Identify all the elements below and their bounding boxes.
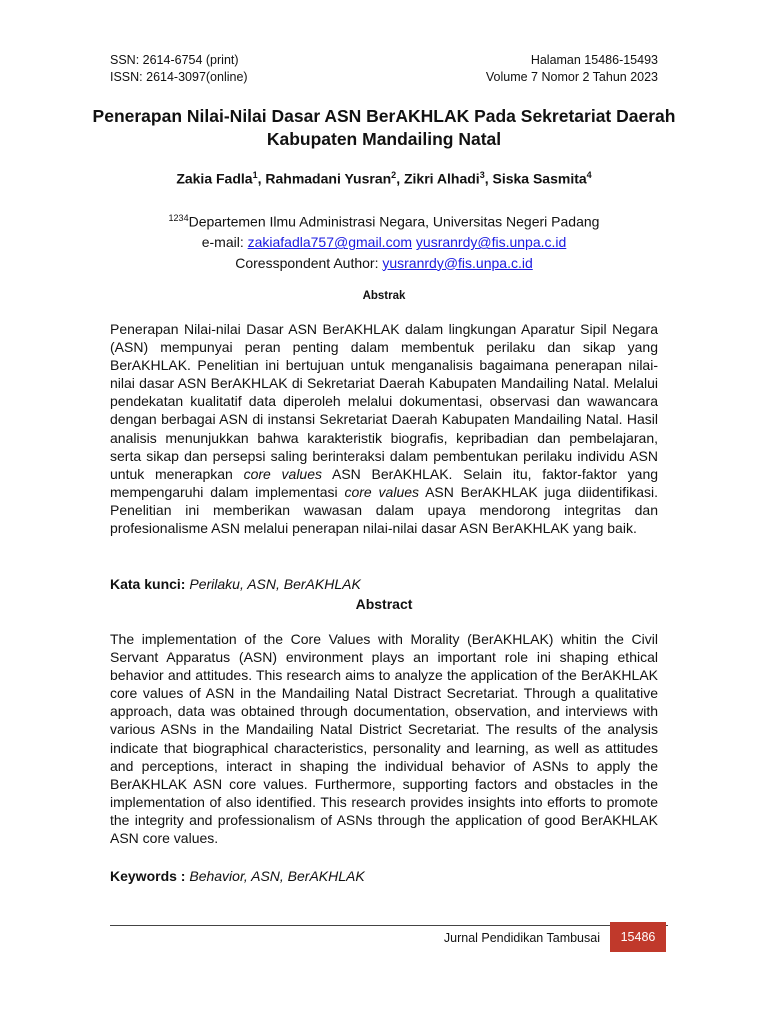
email-line — [80, 232, 688, 253]
corresponding-label: Coresspondent Author: — [235, 254, 383, 271]
issn-print: SSN: 2614-6754 (print) — [110, 53, 239, 67]
affiliation — [80, 208, 688, 232]
email-link-2[interactable]: yusranrdy@fis.unpa.c.id — [415, 234, 567, 251]
corresponding-email-link[interactable]: yusranrdy@fis.unpa.c.id — [382, 254, 533, 271]
header-volume — [486, 52, 658, 86]
volume-info: Volume 7 Nomor 2 Tahun 2023 — [485, 70, 658, 84]
abstrak-text: ASN BerAKHLAK. Selain itu, faktor-faktor yang mempengaruhi dalam implementasi — [110, 465, 659, 500]
abstrak-text: Penerapan Nilai-nilai Dasar ASN BerAKHLAK dalam lingkungan Aparatur Sipil Negara (ASN) mempunyai peran penting dalam membentuk perilaku dan sikap yang BerAKHLAK. Penelitian ini bertujuan untuk menganalisis bagaimana penerapan nilai-nilai dasar ASN BerAKHLAK di Sekretariat Daerah Kabupaten Mandailing Natal. Melalui pendekatan kualitatif data diperoleh melalui dokumentasi, observasi dan wawancara dengan berbagai ASN di instansi Sekretariat Daerah Kabupaten Mandailing Natal. Hasil analisis menunjukkan bahwa karakteristik biografis, kepribadian dan pembelajaran, serta sikap dan persepsi saling berinteraksi dalam pembentukan perilaku individu ASN untuk menerapkan — [110, 321, 658, 482]
kata-kunci-label: Kata kunci: — [110, 576, 186, 592]
issn-online: ISSN: 2614-3097(online) — [110, 70, 248, 84]
abstrak-italic: core values — [344, 483, 420, 500]
journal-name: Jurnal Pendidikan Tambusai — [443, 931, 600, 945]
page-number-badge — [610, 922, 666, 952]
affiliation-text: Departemen Ilmu Administrasi Negara, Universitas Negeri Padang — [188, 213, 600, 230]
abstrak-heading: Abstrak — [362, 290, 406, 302]
author-name: Siska Sasmita — [492, 170, 587, 187]
author-name: Zikri Alhadi — [403, 170, 480, 187]
author-sup: 1 — [252, 170, 258, 180]
abstrak-text: ASN BerAKHLAK juga diidentifikasi. Penelitian ini memberikan wawasan dalam upaya mendorong integritas dan profesionalisme ASN melalui penerapan nilai-nilai dasar ASN BerAKHLAK yang baik. — [110, 483, 658, 537]
email-label: e-mail: — [201, 234, 248, 251]
affiliation-sup: 1234 — [168, 213, 189, 223]
author-sup: 3 — [479, 170, 485, 180]
kata-kunci — [110, 576, 361, 592]
author-name: Rahmadani Yusran — [265, 170, 392, 187]
abstract-body: The implementation of the Core Values with Morality (BerAKHLAK) whitin the Civil Servant Apparatus (ASN) environment plays an important role ini shaping ethical behavior and attitudes. This research aims to analyze the application of the BerAKHLAK core values of ASN in the Mandailing Natal Distract Secretariat. Through a qualitative approach, data was obtained through documentation, observation, and interviews with various ASNs in the Mandailing Natal District Secretariat. The results of the analysis indicate that biographical characteristics, personality and learning, as well as attitudes and perceptions, interact in shaping the individual behavior of ASNs to apply the BerAKHLAK ASN core values. Furthermore, supporting factors and obstacles in the implementation of also identified. This research provides insights into efforts to promote the integrity and professionalism of ASNs through the application of good BerAKHLAK ASN core values. — [110, 631, 658, 847]
kata-kunci-values: Perilaku, ASN, BerAKHLAK — [185, 576, 361, 592]
author-separator: , — [257, 170, 266, 187]
author-sup: 4 — [586, 170, 592, 180]
author-name: Zakia Fadla — [176, 170, 253, 187]
abstract-heading: Abstract — [355, 596, 413, 612]
keywords — [110, 868, 365, 884]
author-list — [80, 170, 688, 187]
abstrak-italic: core values — [243, 465, 323, 482]
corresponding-line — [80, 253, 688, 274]
paper-title: Penerapan Nilai-Nilai Dasar ASN BerAKHLAK Pada Sekretariat Daerah Kabupaten Mandailing Natal — [92, 106, 676, 149]
author-separator: , — [484, 170, 493, 187]
email-link-1[interactable]: zakiafadla757@gmail.com — [247, 234, 413, 251]
abstrak-body — [110, 320, 658, 537]
keywords-label: Keywords : — [110, 868, 186, 884]
footer-divider — [110, 925, 668, 926]
author-sup: 2 — [391, 170, 397, 180]
affiliation-block — [80, 208, 688, 273]
keywords-values: Behavior, ASN, BerAKHLAK — [185, 868, 365, 884]
header-issn — [110, 52, 248, 86]
page-range: Halaman 15486-15493 — [530, 53, 658, 67]
page-number: 15486 — [620, 930, 656, 944]
author-separator: , — [396, 170, 404, 187]
